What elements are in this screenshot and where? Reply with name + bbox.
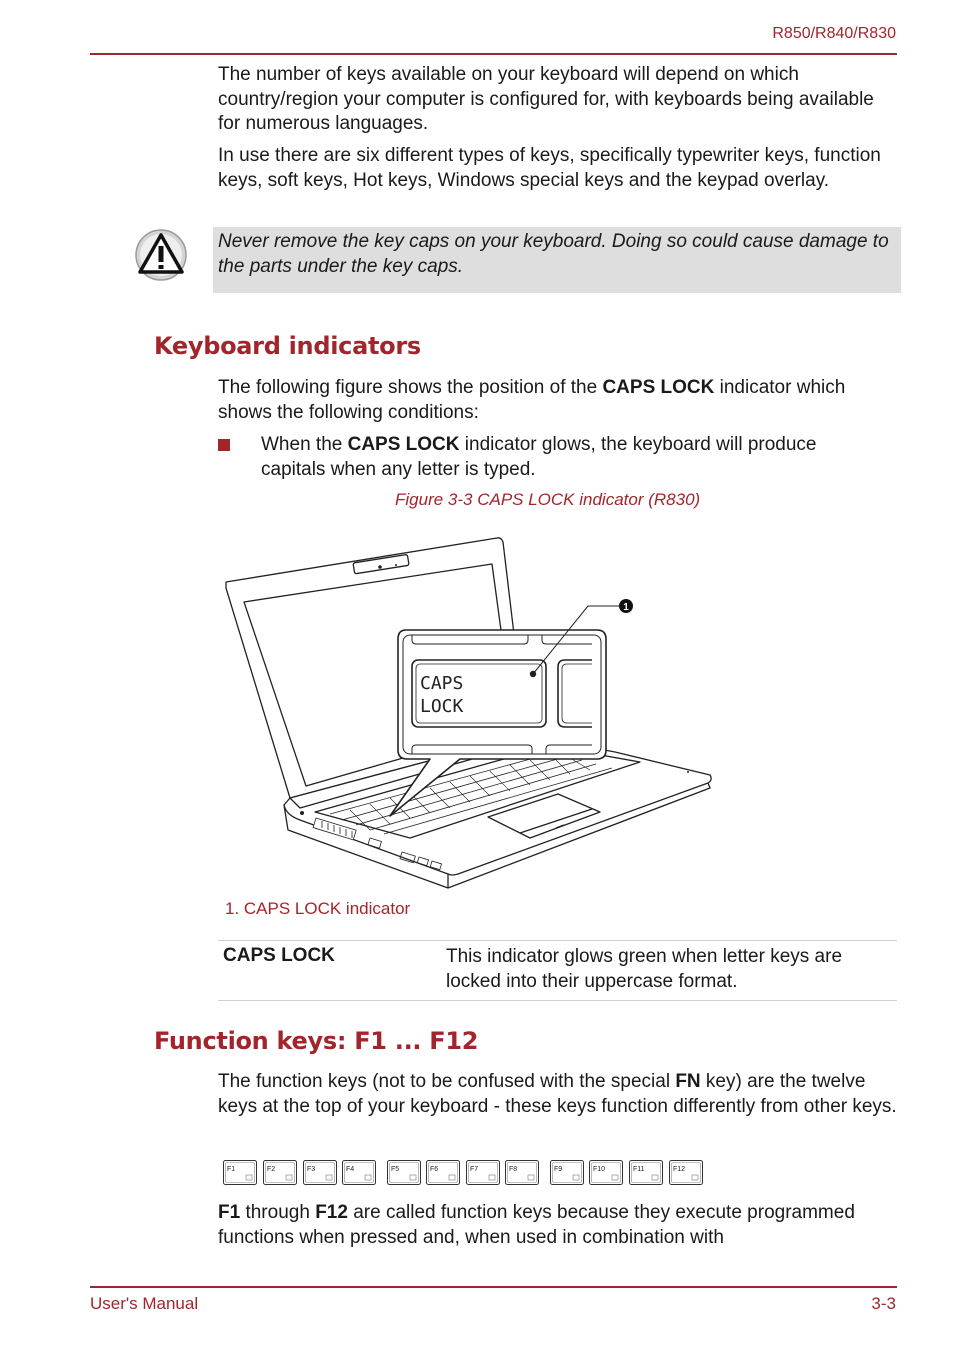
function-key-f4 (343, 1161, 376, 1185)
keyboard-indicators-heading: Keyboard indicators (154, 332, 421, 360)
function-key-f2 (264, 1161, 297, 1185)
document-model-header: R850/R840/R830 (772, 25, 896, 42)
figure-legend: 1. CAPS LOCK indicator (225, 899, 411, 918)
function-key-label: F1 (227, 1166, 236, 1173)
callout-caps-text: CAPS (420, 673, 464, 694)
function-key-label: F2 (267, 1166, 276, 1173)
bullet-marker (218, 439, 230, 451)
table-term: CAPS LOCK (223, 945, 335, 966)
laptop-illustration (220, 530, 720, 890)
function-key-f11 (630, 1161, 663, 1185)
intro-paragraph-1: The number of keys available on your keyboard will depend on which country/region your computer is configured for, with keyboards being available for numerous languages. (218, 64, 874, 134)
warning-icon (134, 228, 188, 282)
function-key-f1 (224, 1161, 257, 1185)
function-key-label: F7 (470, 1166, 479, 1173)
table-description: This indicator glows green when letter keys are locked into their uppercase format. (446, 946, 843, 992)
function-keys-continued: F1 through F12 are called function keys because they execute programmed functions when pressed and, when used in combination with (218, 1202, 855, 1248)
intro-paragraph-2: In use there are six different types of keys, specifically typewriter keys, function keys, soft keys, Hot keys, Windows special keys and the keypad overlay. (218, 145, 881, 191)
footer-title: User's Manual (90, 1294, 199, 1313)
callout-number: 1 (623, 602, 629, 613)
function-keys-paragraph: The function keys (not to be confused with the special FN key) are the twelve keys at the top of your keyboard - these keys function differently from other keys. (218, 1071, 897, 1117)
function-key-label: F10 (593, 1166, 606, 1173)
table-bottom-rule (218, 1000, 897, 1001)
page-number: 3-3 (871, 1294, 896, 1313)
figure-caption: Figure 3-3 CAPS LOCK indicator (R830) (395, 490, 701, 509)
function-key-label: F8 (509, 1166, 518, 1173)
keyboard-indicators-paragraph: The following figure shows the position of the CAPS LOCK indicator which shows the following conditions: (218, 377, 846, 423)
function-keys-heading: Function keys: F1 ... F12 (154, 1027, 479, 1055)
function-key-label: F6 (430, 1166, 439, 1173)
function-key-row (223, 1160, 703, 1186)
callout-lock-text: LOCK (420, 696, 464, 717)
caps-lock-bullet-text: When the CAPS LOCK indicator glows, the keyboard will produce capitals when any letter is typed. (261, 434, 817, 480)
function-key-f7 (467, 1161, 500, 1185)
table-top-rule (218, 940, 897, 941)
function-key-f6 (427, 1161, 460, 1185)
header-rule (90, 53, 897, 55)
function-key-label: F11 (633, 1166, 645, 1173)
function-key-label: F5 (391, 1166, 400, 1173)
function-key-f9 (551, 1161, 584, 1185)
warning-text: Never remove the key caps on your keyboard. Doing so could cause damage to the parts under the key caps. (218, 231, 889, 277)
function-key-label: F9 (554, 1166, 563, 1173)
function-key-f3 (304, 1161, 337, 1185)
function-key-label: F12 (673, 1166, 686, 1173)
function-key-f10 (590, 1161, 623, 1185)
footer-rule (90, 1286, 897, 1288)
function-key-f12 (670, 1161, 703, 1185)
function-key-label: F4 (346, 1166, 355, 1173)
function-key-f5 (388, 1161, 421, 1185)
function-key-f8 (506, 1161, 539, 1185)
function-key-label: F3 (307, 1166, 316, 1173)
